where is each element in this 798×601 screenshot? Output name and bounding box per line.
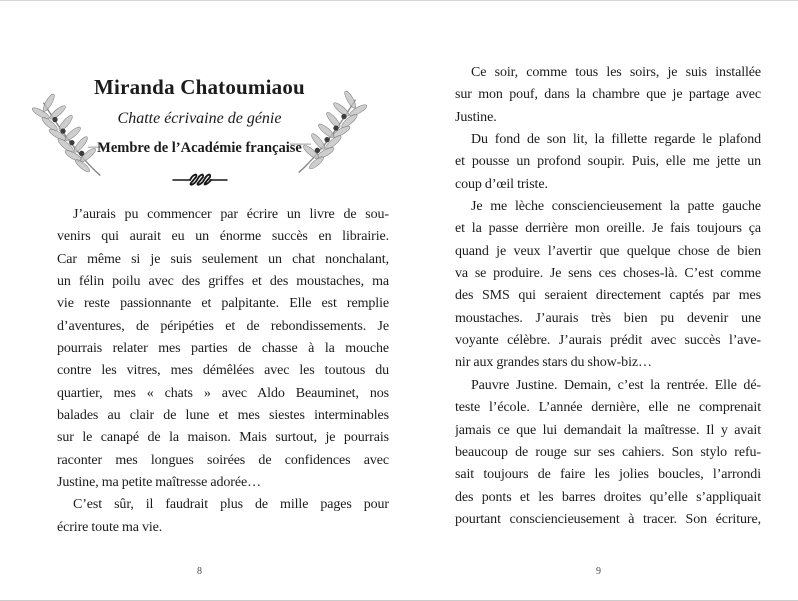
text-line: Justine. — [455, 109, 497, 125]
text-line: coup d’œil triste. — [455, 176, 548, 192]
text-line: teste l’école. L’année dernière, elle ne comprenait — [455, 400, 761, 416]
rope-twist-divider-icon — [0, 171, 399, 192]
text-line: C’est sûr, il faudrait plus de mille pages pour — [73, 497, 389, 513]
page-right-text — [455, 62, 761, 531]
text-line: J’aurais pu commencer par écrire un livre de sou- — [73, 207, 389, 222]
text-line: moustaches. J’aurais très bien pu devenir une — [455, 310, 761, 326]
text-line: et la passe derrière mon oreille. Je fais toujours ça — [455, 221, 761, 237]
text-line: Pauvre Justine. Demain, c’est la rentrée. Elle dé- — [471, 377, 761, 393]
text-line: des SMS qui seraient directement captés par mes — [455, 288, 761, 304]
author-affiliation: Membre de l’Académie française — [97, 140, 302, 156]
text-line: Justine, ma petite maîtresse adorée… — [57, 475, 261, 491]
text-line: nir aux grandes stars du show-biz… — [455, 355, 652, 371]
page-left — [0, 1, 399, 601]
text-line: beaucoup de rouge sur ses cahiers. Son stylo refu- — [455, 444, 761, 460]
text-line: des ponts et les barres droites qu’elle s’appliquait — [455, 489, 761, 505]
text-line: Je me lèche consciencieusement la patte gauche — [471, 199, 761, 215]
text-line: balades au clair de lune et mes siestes interminables — [57, 408, 389, 424]
text-line: pourtant consciencieusement à tracer. Son écriture, — [455, 511, 761, 527]
text-line: sur mon pouf, dans la chambre que je partage avec — [455, 87, 761, 103]
text-line: sait toujours de faire les jolies boucles, l’arrondi — [455, 467, 761, 483]
page-number-left: 8 — [197, 566, 202, 577]
author-role: Chatte écrivaine de génie — [117, 110, 282, 127]
text-line: Car même si je suis seulement un chat nonchalant, — [57, 251, 389, 267]
author-name: Miranda Chatoumiaou — [94, 75, 305, 99]
olive-branch-icon — [31, 90, 111, 182]
text-line: quartier, mes « chats » avec Aldo Beauminet, nos — [57, 385, 389, 401]
text-line: écrire toute ma vie. — [57, 519, 163, 535]
text-line: venirs qui aurait eu un énorme succès en librairie. — [57, 229, 389, 245]
text-line: d’aventures, de péripéties et de rebondissements. Je — [57, 318, 389, 334]
text-line: va se produire. Je sens ces choses-là. C’est comme — [455, 266, 761, 282]
olive-branch-icon — [288, 87, 368, 179]
text-line: Ce soir, comme tous les soirs, je suis installée — [471, 65, 761, 80]
text-line: sur le canapé de la maison. Mais surtout, je pourrais — [57, 430, 389, 446]
text-line: jamais ce que lui demandait la maîtresse. Il y avait — [455, 422, 761, 438]
page-number-right: 9 — [596, 566, 601, 577]
text-line: raconter mes longues soirées de confidences avec — [57, 452, 389, 468]
page-left-text — [57, 204, 389, 539]
text-line: vie reste passionnante et palpitante. Elle est remplie — [57, 296, 389, 312]
page-right — [399, 1, 798, 601]
text-line: Du fond de son lit, la fillette regarde le plafond — [471, 132, 761, 148]
text-line: et pousse un profond soupir. Puis, elle me jette un — [455, 154, 761, 170]
text-line: contre les vitres, mes démêlées avec les toutous du — [57, 363, 389, 379]
text-line: quand je veux l’avertir que quelque chose de bien — [455, 243, 761, 259]
text-line: un félin poilu avec des griffes et des moustaches, ma — [57, 274, 389, 290]
text-line: voyante célèbre. J’aurais prédit avec succès l’ave- — [455, 333, 761, 349]
text-line: pourrais relater mes parties de chasse à la mouche — [57, 341, 389, 357]
